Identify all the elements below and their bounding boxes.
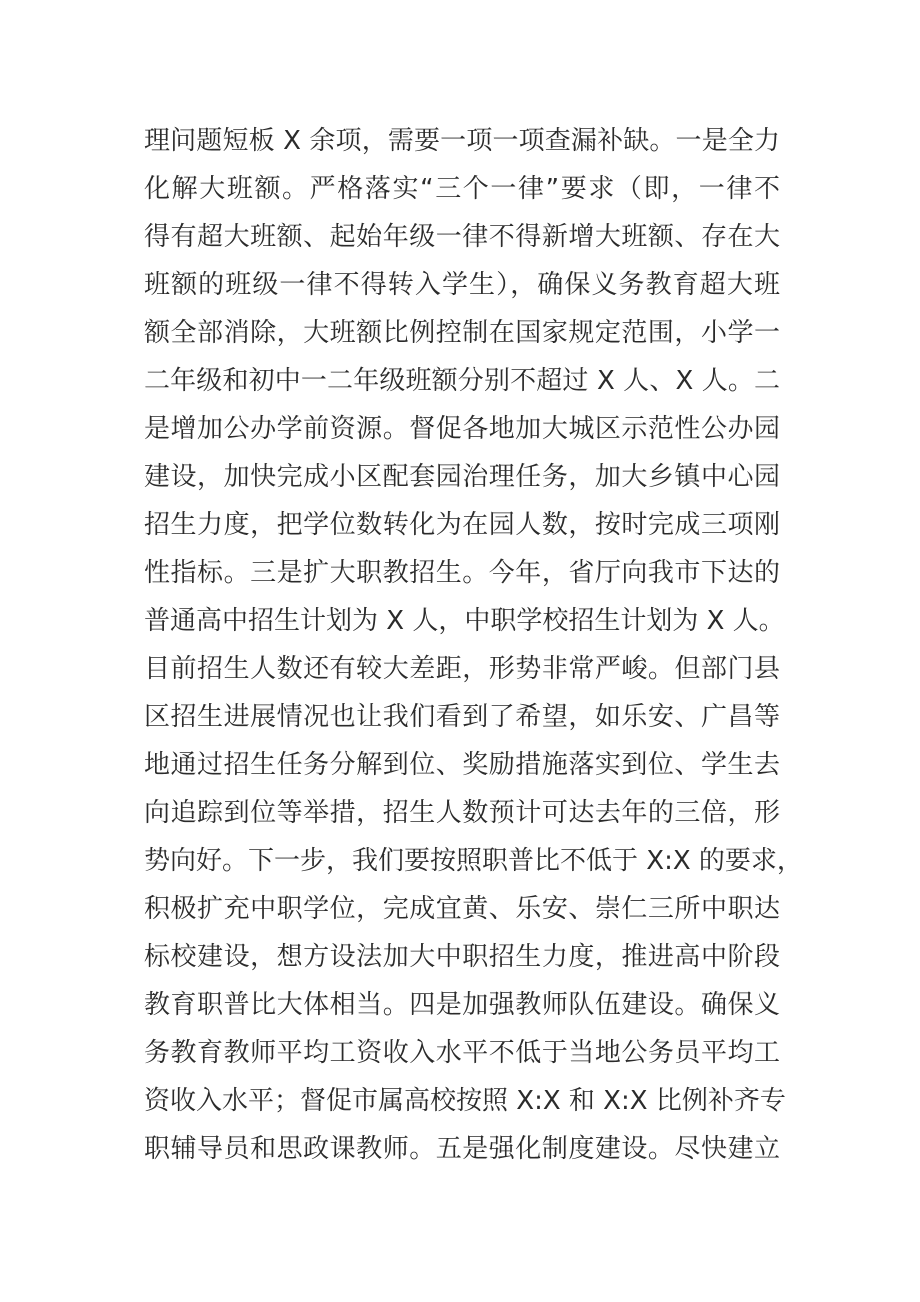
- body-paragraph: [144, 117, 803, 1173]
- text-line: 二年级和初中一二年级班额分别不超过 X 人、X 人。二: [144, 366, 780, 396]
- text-line: 招生力度，把学位数转化为在园人数，按时完成三项刚: [144, 510, 780, 540]
- text-line: 得有超大班额、起始年级一律不得新增大班额、存在大: [144, 222, 780, 252]
- text-line: 势向好。下一步，我们要按照职普比不低于 X:X 的要求，: [144, 846, 803, 876]
- text-line: 是增加公办学前资源。督促各地加大城区示范性公办园: [144, 414, 780, 444]
- text-line: 地通过招生任务分解到位、奖励措施落实到位、学生去: [144, 750, 780, 780]
- text-line: 性指标。三是扩大职教招生。今年，省厅向我市下达的: [144, 558, 780, 588]
- text-line: 职辅导员和思政课教师。五是强化制度建设。尽快建立: [144, 1134, 780, 1164]
- text-line: 务教育教师平均工资收入水平不低于当地公务员平均工: [144, 1038, 780, 1068]
- text-line: 资收入水平；督促市属高校按照 X:X 和 X:X 比例补齐专: [144, 1086, 786, 1116]
- text-line: 化解大班额。严格落实“三个一律”要求（即，一律不: [144, 174, 780, 204]
- text-line: 目前招生人数还有较大差距，形势非常严峻。但部门县: [144, 654, 780, 684]
- text-line: 班额的班级一律不得转入学生），确保义务教育超大班: [144, 270, 780, 300]
- text-line: 额全部消除，大班额比例控制在国家规定范围，小学一: [144, 318, 780, 348]
- text-line: 理问题短板 X 余项，需要一项一项查漏补缺。一是全力: [144, 126, 780, 156]
- text-line: 建设，加快完成小区配套园治理任务，加大乡镇中心园: [144, 462, 780, 492]
- text-line: 区招生进展情况也让我们看到了希望，如乐安、广昌等: [144, 702, 780, 732]
- text-line: 教育职普比大体相当。四是加强教师队伍建设。确保义: [144, 990, 780, 1020]
- text-line: 积极扩充中职学位，完成宜黄、乐安、崇仁三所中职达: [144, 894, 780, 924]
- text-line: 标校建设，想方设法加大中职招生力度，推进高中阶段: [144, 942, 780, 972]
- text-line: 普通高中招生计划为 X 人，中职学校招生计划为 X 人。: [144, 606, 785, 636]
- text-line: 向追踪到位等举措，招生人数预计可达去年的三倍，形: [144, 798, 780, 828]
